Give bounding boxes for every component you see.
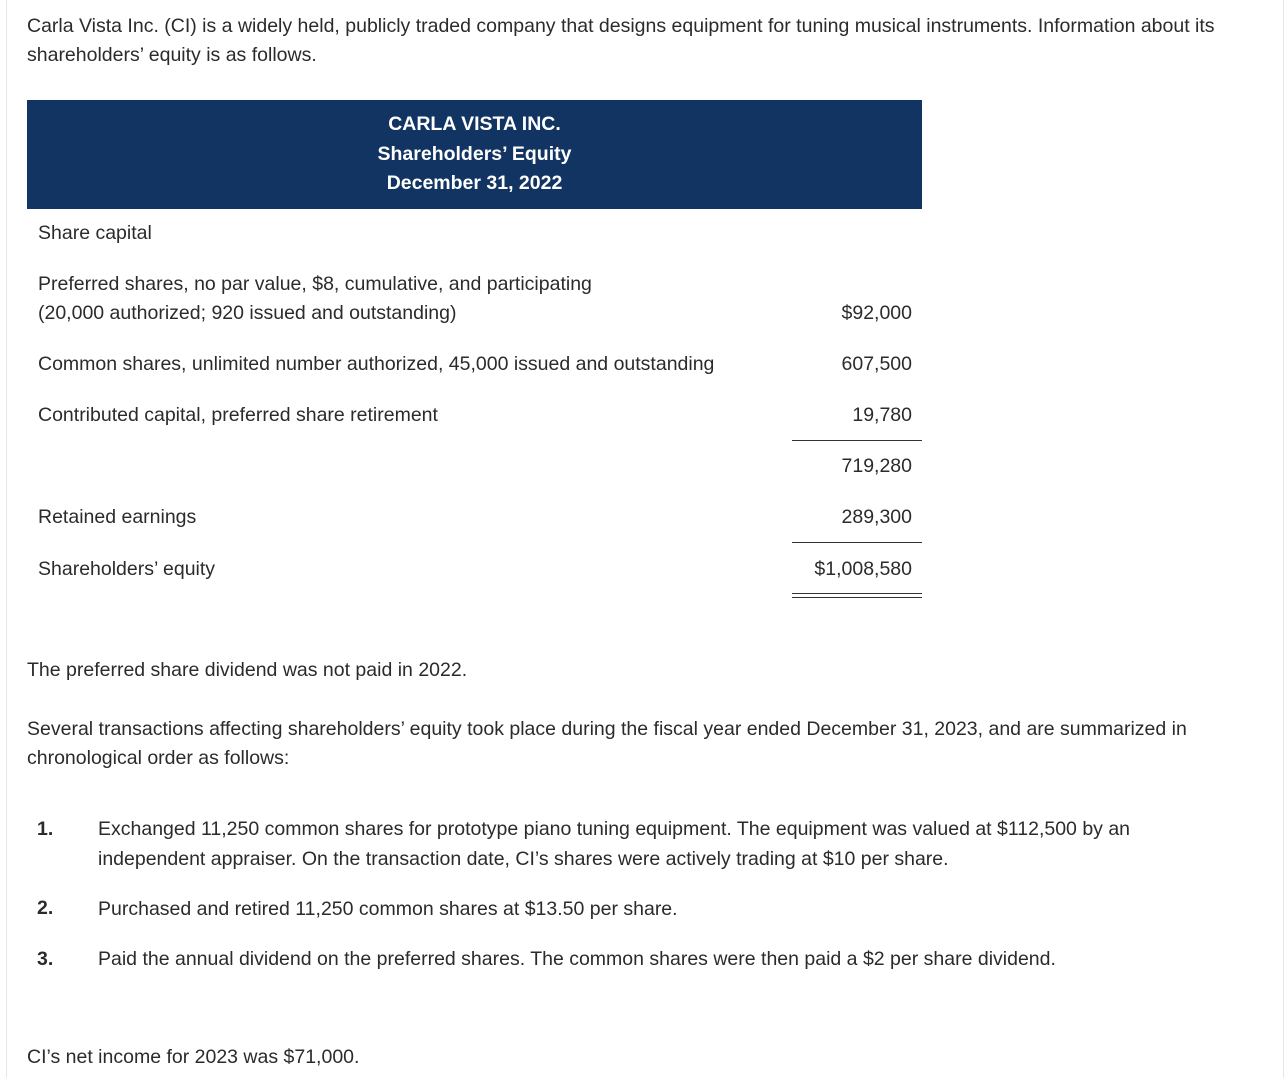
total-double-rule: [792, 593, 922, 598]
transaction-number: 3.: [37, 948, 54, 970]
contributed-capital-label: Contributed capital, preferred share retirement: [38, 404, 438, 426]
share-capital-subtotal: 719,280: [841, 455, 912, 477]
dividend-note: The preferred share dividend was not paid in 2022.: [27, 659, 468, 681]
shareholders-equity-label: Shareholders’ equity: [38, 558, 216, 580]
statement-date: December 31, 2022: [386, 172, 563, 194]
common-shares-label: Common shares, unlimited number authorized, 45,000 issued and outstanding: [38, 353, 715, 375]
company-name: CARLA VISTA INC.: [388, 113, 561, 135]
statement-header: [27, 100, 922, 209]
common-shares-amount: 607,500: [841, 353, 912, 375]
transaction-text: Purchased and retired 11,250 common shares at $13.50 per share.: [98, 898, 678, 920]
subtotal-rule: [792, 440, 922, 441]
retained-earnings-label: Retained earnings: [38, 506, 197, 528]
transaction-number: 1.: [37, 818, 54, 840]
transaction-text: Paid the annual dividend on the preferred shares. The common shares were then paid a $2 per share dividend.: [98, 948, 1056, 970]
transaction-number: 2.: [37, 897, 54, 919]
total-rule: [792, 542, 922, 543]
intro-paragraph: Carla Vista Inc. (CI) is a widely held, publicly traded company that designs equipment for tuning musical instruments. Information about its shareholders’ equity is as follows.: [27, 15, 1215, 66]
preferred-shares-label-line1: Preferred shares, no par value, $8, cumulative, and participating: [38, 273, 592, 295]
share-capital-label: Share capital: [38, 222, 152, 244]
retained-earnings-amount: 289,300: [841, 506, 912, 528]
preferred-shares-label-line2: (20,000 authorized; 920 issued and outstanding): [38, 302, 457, 324]
shareholders-equity-amount: $1,008,580: [814, 558, 912, 580]
net-income-note: CI’s net income for 2023 was $71,000.: [27, 1046, 360, 1068]
transactions-intro: Several transactions affecting shareholders’ equity took place during the fiscal year ended December 31, 2023, and are summarized in chronological order as follows:: [27, 718, 1187, 769]
statement-title: Shareholders’ Equity: [377, 142, 572, 165]
preferred-shares-amount: $92,000: [841, 302, 912, 324]
transaction-text: Exchanged 11,250 common shares for prototype piano tuning equipment. The equipment was valued at $112,500 by an independent appraiser. On the transaction date, CI’s shares were actively trading at $10 per share.: [98, 818, 1131, 870]
contributed-capital-amount: 19,780: [852, 404, 912, 426]
